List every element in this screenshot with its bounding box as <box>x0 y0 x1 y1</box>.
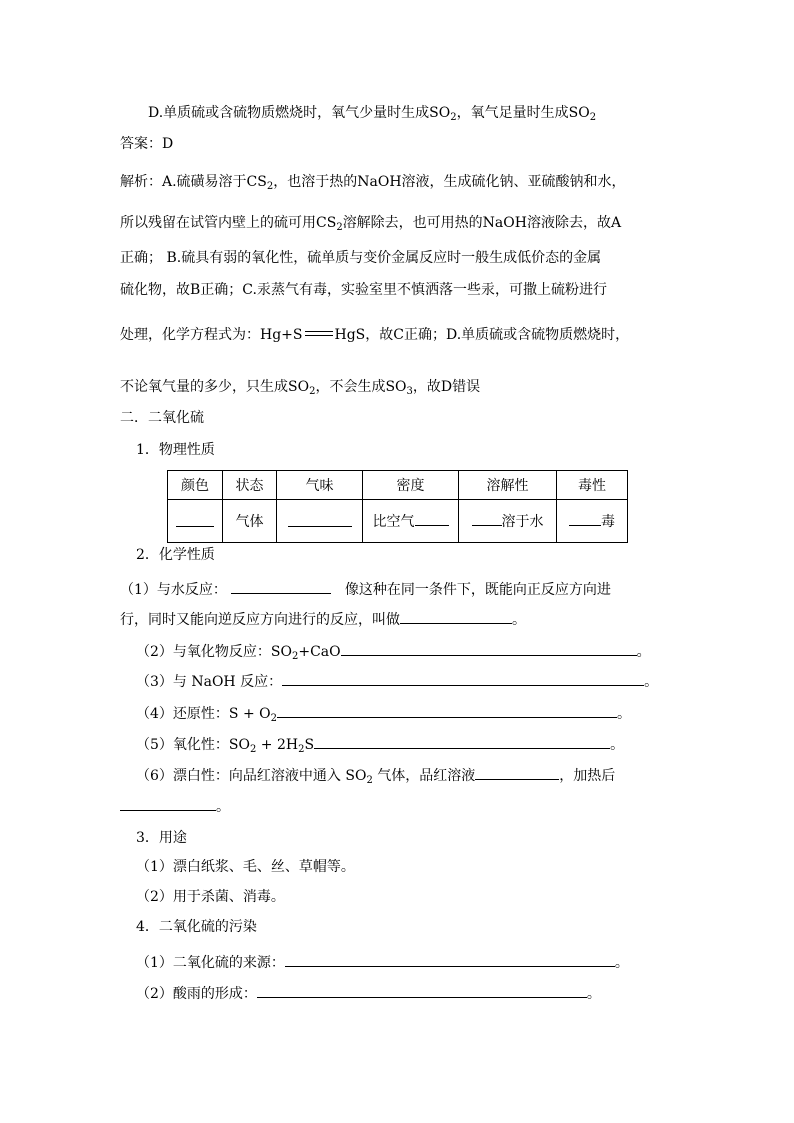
header-color: 颜色 <box>168 471 223 500</box>
subsection-chemical: 2．化学性质 <box>136 547 215 563</box>
header-density: 密度 <box>363 471 459 500</box>
blank-oxidizability[interactable] <box>314 734 610 749</box>
chem-reversible-definition: 行，同时又能向逆反应方向进行的反应，叫做 。 <box>120 609 526 629</box>
blank-color[interactable] <box>176 512 214 527</box>
blank-reducibility[interactable] <box>277 703 617 718</box>
acid-rain-formation: （2）酸雨的形成： 。 <box>136 983 601 1003</box>
double-arrow-equals <box>303 325 335 339</box>
blank-water-reaction[interactable] <box>231 579 331 594</box>
chem-oxidizability: （5）氧化性：$SO_2 + 2H_2S$ 。 <box>136 734 624 754</box>
answer-line: 答案：D <box>120 136 174 152</box>
chem-reducibility: （4）还原性：$S + O_2$ 。 <box>136 703 631 723</box>
analysis-line-6: 不论氧气量的多少，只生成$SO_2$，不会生成$SO_3$，故D错误 <box>120 379 481 397</box>
subsection-uses: 3．用途 <box>136 830 187 846</box>
cell-toxicity: 毒 <box>557 500 628 543</box>
section-title-so2: 二．二氧化硫 <box>120 410 204 426</box>
blank-density[interactable] <box>415 511 449 526</box>
use-item-1: （1）漂白纸浆、毛、丝、草帽等。 <box>136 859 355 875</box>
cell-state: 气体 <box>223 500 277 543</box>
chem-oxide-reaction: （2）与氧化物反应：$SO_2+CaO$ 。 <box>136 641 651 661</box>
use-item-2: （2）用于杀菌、消毒。 <box>136 889 285 905</box>
blank-odor[interactable] <box>288 512 352 527</box>
blank-acid-rain[interactable] <box>257 983 587 998</box>
chem-naoh-reaction: （3）与 NaOH 反应： 。 <box>136 671 658 691</box>
option-d-text: D.单质硫或含硫物质燃烧时，氧气少量时生成$SO_2$，氧气足量时生成$SO_2$ <box>148 105 597 123</box>
blank-solubility[interactable] <box>472 511 502 526</box>
cell-color <box>168 500 223 543</box>
subsection-physical: 1．物理性质 <box>136 442 215 458</box>
blank-bleaching-result[interactable] <box>475 765 559 780</box>
chem-water-reaction: （1）与水反应： 像这种在同一条件下，既能向正反应方向进 <box>120 579 611 599</box>
cell-solubility: 溶于水 <box>459 500 557 543</box>
blank-bleaching-heating[interactable] <box>120 796 216 811</box>
analysis-line-2: 所以残留在试管内壁上的硫可用$CS_2$溶解除去，也可用热的NaOH溶液除去，故A <box>120 215 622 233</box>
header-solubility: 溶解性 <box>459 471 557 500</box>
blank-toxicity[interactable] <box>569 511 601 526</box>
header-state: 状态 <box>223 471 277 500</box>
subsection-pollution: 4．二氧化硫的污染 <box>136 919 257 935</box>
analysis-line-4: 硫化物，故B正确；C.汞蒸气有毒，实验室里不慎洒落一些汞，可撒上硫粉进行 <box>120 282 607 298</box>
analysis-line-1: 解析：A.硫磺易溶于$CS_2$，也溶于热的NaOH溶液，生成硫化钠、亚硫酸钠和水， <box>120 174 626 192</box>
analysis-line-3: 正确； B.硫具有弱的氧化性，硫单质与变价金属反应时一般生成低价态的金属 <box>120 250 602 266</box>
table-row <box>168 500 628 543</box>
cell-density: 比空气 <box>363 500 459 543</box>
table-header-row <box>168 471 628 500</box>
header-odor: 气味 <box>277 471 363 500</box>
blank-oxide-reaction[interactable] <box>341 641 637 656</box>
pollution-source: （1）二氧化硫的来源： 。 <box>136 952 629 972</box>
analysis-line-5: 处理，化学方程式为：Hg+S HgS，故C正确；D.单质硫或含硫物质燃烧时， <box>120 327 630 343</box>
header-toxicity: 毒性 <box>557 471 628 500</box>
blank-pollution-source[interactable] <box>285 952 615 967</box>
blank-naoh-reaction[interactable] <box>282 671 644 686</box>
cell-odor <box>277 500 363 543</box>
chem-bleaching: （6）漂白性：向品红溶液中通入 $SO_2$ 气体，品红溶液 ，加热后 <box>136 765 615 785</box>
blank-reversible-reaction[interactable] <box>400 609 512 624</box>
chem-bleaching-heating: 。 <box>120 796 230 816</box>
physical-properties-table <box>167 470 628 543</box>
